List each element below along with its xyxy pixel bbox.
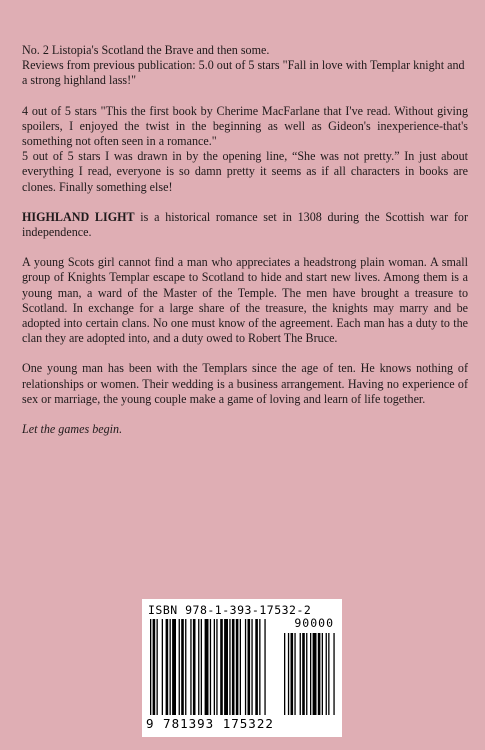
barcode-bar xyxy=(264,619,265,715)
barcode-bar xyxy=(210,619,211,715)
addon-bar xyxy=(294,633,295,715)
addon-bar xyxy=(302,633,305,715)
barcode-bar xyxy=(172,619,176,715)
barcode-bar xyxy=(179,619,180,715)
addon-bar xyxy=(328,633,329,715)
listopia-line: No. 2 Listopia's Scotland the Brave and then some. xyxy=(22,43,270,57)
review-3: 5 out of 5 stars I was drawn in by the opening line, “She was not pretty.” In just about everything I read, everyone is so damn pretty it seems as if all characters in books are clones. Finally something else! xyxy=(22,149,468,194)
addon-bar xyxy=(333,633,334,715)
barcode-bar xyxy=(150,619,151,715)
addon-bar xyxy=(306,633,307,715)
addon-bar xyxy=(313,633,317,715)
barcode-bar xyxy=(205,619,209,715)
barcode-bar xyxy=(190,619,191,715)
barcode-bar xyxy=(232,619,235,715)
blurb-intro-rest: is a historical romance set in 1308 during the Scottish war for independence. xyxy=(22,209,468,240)
barcode-bar xyxy=(240,619,241,715)
addon-bar xyxy=(291,633,294,715)
barcode-bar xyxy=(251,619,252,715)
isbn-barcode xyxy=(142,599,342,737)
barcode-bar xyxy=(166,619,169,715)
barcode-bar xyxy=(245,619,246,715)
book-title: HIGHLAND LIGHT xyxy=(22,209,135,224)
barcode-bar xyxy=(193,619,196,715)
blurb-intro xyxy=(22,210,468,240)
barcode-bar xyxy=(255,619,258,715)
addon-bar xyxy=(322,633,323,715)
addon-bar xyxy=(310,633,311,715)
barcode-bar xyxy=(224,619,228,715)
price-code: 90000 xyxy=(294,616,334,630)
blurb-paragraph-2: One young man has been with the Templars since the age of ten. He knows nothing of relationships or women. Their wedding is a business arrangement. Having no experience of sex or marriage, the young couple make a game of loving and learn of life together. xyxy=(22,361,468,406)
ean-digits: 9 781393 175322 xyxy=(146,716,274,731)
barcode-bar xyxy=(248,619,251,715)
addon-bar xyxy=(326,633,327,715)
addon-bar xyxy=(288,633,289,715)
review-1: Reviews from previous publication: 5.0 out of 5 stars "Fall in love with Templar knight and a strong highland lass!" xyxy=(22,58,465,88)
addon-bar xyxy=(284,633,285,715)
barcode-bar xyxy=(153,619,156,715)
barcode-bar xyxy=(220,619,223,715)
barcode-bar xyxy=(181,619,184,715)
isbn-label: ISBN 978-1-393-17532-2 xyxy=(148,603,312,617)
barcode-bar xyxy=(162,619,163,715)
addon-bar xyxy=(300,633,301,715)
blurb-paragraph-1: A young Scots girl cannot find a man who appreciates a headstrong plain woman. A small group of Knights Templar escape to Scotland to hide and start new lives. Among them is a young man, a ward of the Master of the Temple. The men have brought a treasure to Scotland. In exchange for a large share of the treasure, the knights may marry and be adopted into certain clans. No one must know of the agreement. Each man has a duty to the clan they are adopted into, and a duty owed to Robert The Bruce. xyxy=(22,255,468,346)
review-2: 4 out of 5 stars "This the first book by Cherime MacFarlane that I've read. Without giving spoilers, I enjoyed the twist in the beginning as well as Gideon's inexperience-that's something not often seen in a romance." xyxy=(22,103,468,149)
barcode-bar xyxy=(236,619,239,715)
barcode-bar xyxy=(214,619,215,715)
back-cover-text xyxy=(22,43,468,437)
barcode-bar xyxy=(170,619,171,715)
barcode-bar xyxy=(157,619,158,715)
barcode-bar xyxy=(185,619,186,715)
barcode-bar xyxy=(201,619,202,715)
barcode-bar xyxy=(259,619,260,715)
addon-bar xyxy=(318,633,321,715)
barcode-bar xyxy=(229,619,230,715)
closing-line: Let the games begin. xyxy=(22,422,123,437)
barcode-bar xyxy=(216,619,217,715)
barcode-bar xyxy=(198,619,199,715)
